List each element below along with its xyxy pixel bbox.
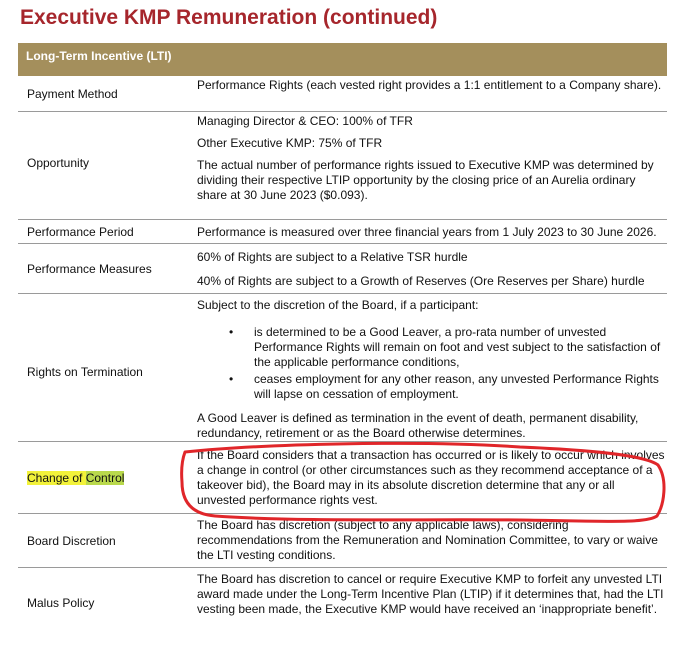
row-label: Malus Policy bbox=[27, 596, 95, 610]
row-payment-method bbox=[18, 76, 667, 112]
row-label: Opportunity bbox=[27, 156, 90, 170]
page-title: Executive KMP Remuneration (continued) bbox=[20, 6, 438, 29]
row-text: Performance Rights (each vested right provides a 1:1 entitlement to a Company share). bbox=[197, 78, 662, 92]
bullet-icon: • bbox=[229, 372, 234, 386]
row-text: The Board has discretion (subject to any applicable laws), considering recommendations from the Remuneration and Nomination Committee, to vary or waive the LTI vesting conditions. bbox=[197, 518, 658, 562]
list-item bbox=[229, 325, 665, 370]
highlight-control: Control bbox=[85, 471, 125, 485]
row-performance-measures bbox=[18, 244, 667, 294]
row-label: Rights on Termination bbox=[27, 365, 143, 379]
row-content bbox=[197, 114, 665, 210]
row-content bbox=[197, 448, 665, 515]
list-item-text: ceases employment for any other reason, any unvested Performance Rights will lapse on cessation of employment. bbox=[254, 372, 659, 401]
row-label: Performance Measures bbox=[27, 262, 152, 276]
row-change-of-control bbox=[18, 442, 667, 514]
row-text: The Board has discretion to cancel or require Executive KMP to forfeit any unvested LTI award made under the Long-Term Incentive Plan (LTIP) if it determines that, had the LTI vesting been made, the Executive KMP would have received an ‘inappropriate benefit’. bbox=[197, 572, 664, 616]
row-opportunity bbox=[18, 112, 667, 220]
row-text: A Good Leaver is defined as termination in the event of death, permanent disability, redundancy, retirement or as the Board otherwise determines. bbox=[197, 411, 639, 440]
row-malus-policy bbox=[18, 568, 667, 638]
row-text: If the Board considers that a transaction has occurred or is likely to occur which involves a change in control (or other circumstances such as they recommend acceptance of a takeover bid), the Board may in its absolute discretion determine that any or all unvested performance rights vest. bbox=[197, 448, 665, 507]
row-text: Performance is measured over three financial years from 1 July 2023 to 30 June 2026. bbox=[197, 225, 657, 239]
row-board-discretion bbox=[18, 514, 667, 568]
table-header: Long-Term Incentive (LTI) bbox=[18, 43, 667, 76]
row-label: Payment Method bbox=[27, 87, 118, 101]
row-text: The actual number of performance rights issued to Executive KMP was determined by dividing their respective LTIP opportunity by the closing price of an Aurelia ordinary share at 30 June 2023 ($0.093). bbox=[197, 158, 654, 202]
row-text: 40% of Rights are subject to a Growth of Reserves (Ore Reserves per Share) hurdle bbox=[197, 274, 645, 288]
row-content bbox=[197, 78, 665, 100]
row-content bbox=[197, 250, 665, 296]
row-label: Performance Period bbox=[27, 225, 134, 239]
termination-list bbox=[197, 325, 665, 402]
row-text: Subject to the discretion of the Board, if a participant: bbox=[197, 298, 479, 312]
row-rights-on-termination bbox=[18, 294, 667, 442]
row-text: Managing Director & CEO: 100% of TFR bbox=[197, 114, 413, 128]
bullet-icon: • bbox=[229, 325, 234, 339]
list-item bbox=[229, 372, 665, 402]
row-text: Other Executive KMP: 75% of TFR bbox=[197, 136, 383, 150]
row-label: Board Discretion bbox=[27, 534, 116, 548]
list-item-text: is determined to be a Good Leaver, a pro-rata number of unvested Performance Rights will remain on foot and vest subject to the satisfaction of the applicable performance conditions, bbox=[254, 325, 661, 369]
row-content bbox=[197, 572, 665, 624]
lti-table bbox=[18, 43, 667, 638]
row-text: 60% of Rights are subject to a Relative TSR hurdle bbox=[197, 250, 468, 264]
row-content bbox=[197, 298, 665, 448]
row-label bbox=[27, 471, 124, 485]
row-content bbox=[197, 518, 665, 570]
highlight-change: Change of bbox=[27, 471, 86, 485]
row-performance-period bbox=[18, 220, 667, 244]
